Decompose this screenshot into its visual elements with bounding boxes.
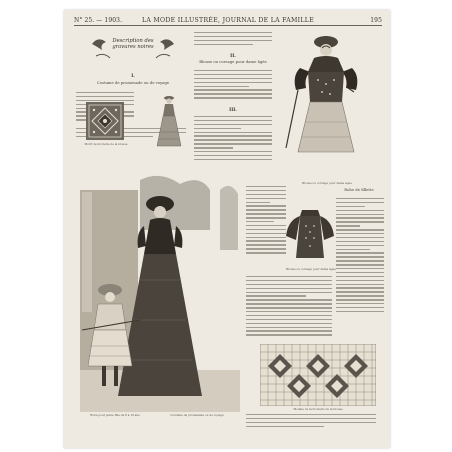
embroidery-square-caption: Motif de broderie de la blouse: [84, 143, 128, 146]
description-title: Description des gravures noires: [112, 38, 154, 50]
issue-number: N° 25. — 1903.: [74, 17, 123, 24]
journal-title: LA MODE ILLUSTRÉE, JOURNAL DE LA FAMILLE: [141, 17, 315, 24]
right-column-text: [336, 198, 384, 330]
page-number: 195: [370, 17, 382, 24]
section-numeral-3: III.: [229, 108, 237, 113]
bottom-text: [246, 414, 376, 436]
middle-column-text-1: [194, 70, 272, 106]
robe-heading: Robe de fillette: [344, 187, 374, 192]
middle-column-text-top: [194, 32, 272, 52]
section-numeral-2: II.: [230, 54, 236, 59]
blouse-heading: Blouse ou corsage pour dame âgée: [199, 59, 267, 64]
lace-embroidery-panel: [260, 344, 376, 406]
middle-column-text-2: [194, 116, 272, 172]
magazine-page: [64, 10, 390, 448]
lace-panel-caption: Modèle de la broderie de la blouse: [293, 408, 343, 411]
bodice-illustration: [284, 206, 336, 266]
costume-caption: Costume de promenade ou de voyage: [170, 414, 224, 417]
embroidery-square-image: [86, 102, 124, 140]
bodice-caption: Blouse ou corsage pour dame âgée: [286, 268, 336, 271]
lady-umbrella-caption: Blouse ou corsage pour dame âgée: [302, 182, 352, 185]
standing-lady-small-illustration: [152, 92, 186, 148]
lady-with-umbrella-illustration: [278, 32, 376, 182]
middle-column-text-4: [246, 276, 332, 346]
costume-heading: Costume de promenade ou de voyage: [96, 80, 170, 85]
page-header: [74, 16, 382, 26]
figure-group-caption: Robe pour jeune fille de 8 à 10 ans: [90, 414, 140, 417]
middle-column-text-3: [246, 186, 286, 264]
lady-and-girl-illustration: [80, 170, 240, 412]
section-numeral-1: I.: [131, 74, 135, 79]
